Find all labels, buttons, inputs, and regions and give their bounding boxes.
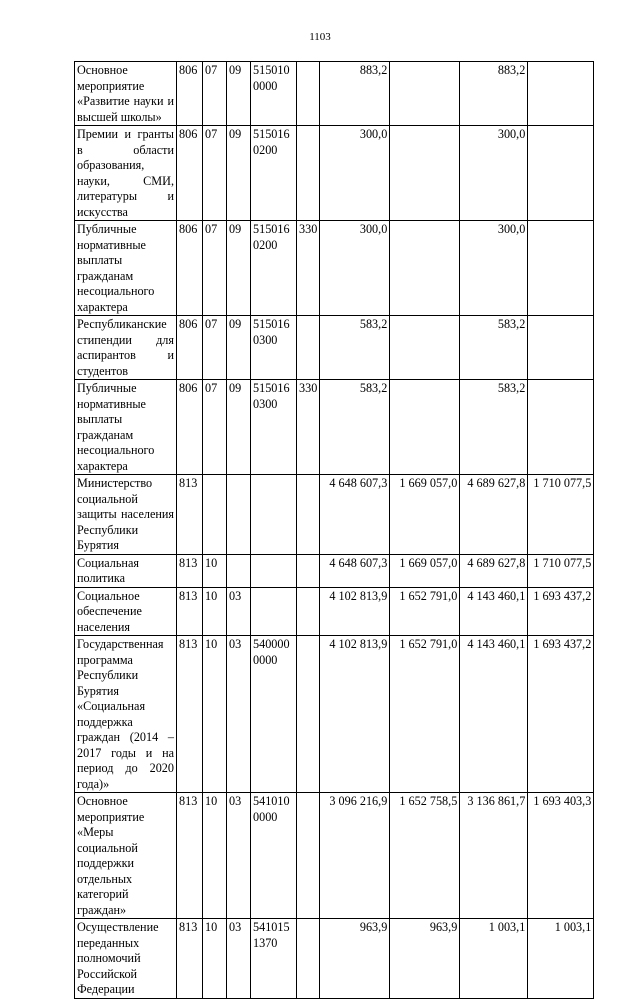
amount-4 (528, 316, 594, 380)
target-code: 5410100000 (251, 793, 297, 919)
ministry-code: 813 (177, 919, 203, 999)
amount-1: 4 102 813,9 (320, 636, 390, 793)
table-row (75, 221, 594, 316)
amount-3: 3 136 861,7 (460, 793, 528, 919)
amount-4: 1 710 077,5 (528, 554, 594, 587)
row-name: Социальная политика (75, 554, 177, 587)
section-code: 07 (203, 380, 227, 475)
table-row (75, 793, 594, 919)
table-row (75, 919, 594, 999)
amount-3: 4 689 627,8 (460, 554, 528, 587)
amount-1: 4 648 607,3 (320, 554, 390, 587)
amount-3: 1 003,1 (460, 919, 528, 999)
section-code: 10 (203, 554, 227, 587)
amount-4 (528, 126, 594, 221)
amount-2: 1 652 758,5 (390, 793, 460, 919)
section-code: 07 (203, 62, 227, 126)
section-code: 07 (203, 126, 227, 221)
amount-3: 4 143 460,1 (460, 636, 528, 793)
amount-3: 583,2 (460, 316, 528, 380)
amount-3: 4 689 627,8 (460, 475, 528, 555)
expense-type-code (297, 919, 320, 999)
expense-type-code (297, 62, 320, 126)
subsection-code: 09 (227, 316, 251, 380)
amount-1: 883,2 (320, 62, 390, 126)
table-row (75, 316, 594, 380)
target-code: 5150160300 (251, 380, 297, 475)
expense-type-code (297, 475, 320, 555)
ministry-code: 813 (177, 636, 203, 793)
expense-type-code: 330 (297, 380, 320, 475)
target-code (251, 554, 297, 587)
section-code: 07 (203, 316, 227, 380)
row-name: Государственная программа Республики Бурятия «Социальная поддержка граждан (2014 – 2017 годы и на период до 2020 года)» (75, 636, 177, 793)
table-row (75, 475, 594, 555)
amount-2: 1 652 791,0 (390, 636, 460, 793)
table-row (75, 126, 594, 221)
amount-1: 4 648 607,3 (320, 475, 390, 555)
table-row (75, 62, 594, 126)
ministry-code: 806 (177, 126, 203, 221)
amount-3: 583,2 (460, 380, 528, 475)
expense-type-code: 330 (297, 221, 320, 316)
amount-4: 1 710 077,5 (528, 475, 594, 555)
ministry-code: 806 (177, 316, 203, 380)
table-row (75, 587, 594, 636)
amount-2 (390, 316, 460, 380)
amount-2: 963,9 (390, 919, 460, 999)
ministry-code: 813 (177, 793, 203, 919)
subsection-code: 03 (227, 793, 251, 919)
subsection-code: 09 (227, 380, 251, 475)
amount-1: 4 102 813,9 (320, 587, 390, 636)
subsection-code: 03 (227, 636, 251, 793)
target-code: 5150160200 (251, 221, 297, 316)
subsection-code: 09 (227, 126, 251, 221)
target-code: 5150160300 (251, 316, 297, 380)
target-code: 5150100000 (251, 62, 297, 126)
amount-2: 1 669 057,0 (390, 554, 460, 587)
budget-table (74, 61, 594, 999)
subsection-code: 03 (227, 587, 251, 636)
amount-1: 583,2 (320, 316, 390, 380)
section-code: 10 (203, 636, 227, 793)
amount-3: 300,0 (460, 221, 528, 316)
expense-type-code (297, 793, 320, 919)
subsection-code: 09 (227, 221, 251, 316)
amount-2: 1 669 057,0 (390, 475, 460, 555)
amount-4 (528, 221, 594, 316)
ministry-code: 813 (177, 475, 203, 555)
expense-type-code (297, 636, 320, 793)
expense-type-code (297, 554, 320, 587)
amount-4: 1 693 403,3 (528, 793, 594, 919)
amount-4: 1 693 437,2 (528, 587, 594, 636)
amount-4 (528, 62, 594, 126)
amount-4: 1 693 437,2 (528, 636, 594, 793)
amount-1: 300,0 (320, 221, 390, 316)
target-code: 5400000000 (251, 636, 297, 793)
amount-1: 3 096 216,9 (320, 793, 390, 919)
target-code (251, 587, 297, 636)
subsection-code (227, 554, 251, 587)
amount-2 (390, 380, 460, 475)
ministry-code: 813 (177, 554, 203, 587)
table-row (75, 636, 594, 793)
expense-type-code (297, 587, 320, 636)
ministry-code: 806 (177, 380, 203, 475)
amount-1: 300,0 (320, 126, 390, 221)
row-name: Министерство социальной защиты населения Республики Бурятия (75, 475, 177, 555)
amount-4 (528, 380, 594, 475)
section-code: 10 (203, 919, 227, 999)
page-number: 1103 (309, 31, 331, 43)
target-code: 5410151370 (251, 919, 297, 999)
section-code: 10 (203, 587, 227, 636)
expense-type-code (297, 316, 320, 380)
row-name: Публичные нормативные выплаты гражданам несоциального характера (75, 380, 177, 475)
ministry-code: 806 (177, 62, 203, 126)
amount-2 (390, 62, 460, 126)
ministry-code: 806 (177, 221, 203, 316)
amount-1: 583,2 (320, 380, 390, 475)
row-name: Премии и гранты в области образования, науки, СМИ, литературы и искусства (75, 126, 177, 221)
ministry-code: 813 (177, 587, 203, 636)
table-row (75, 554, 594, 587)
amount-2: 1 652 791,0 (390, 587, 460, 636)
amount-3: 300,0 (460, 126, 528, 221)
table-row (75, 380, 594, 475)
amount-1: 963,9 (320, 919, 390, 999)
row-name: Осуществление переданных полномочий Российской Федерации (75, 919, 177, 999)
row-name: Основное мероприятие «Развитие науки и высшей школы» (75, 62, 177, 126)
subsection-code (227, 475, 251, 555)
expense-type-code (297, 126, 320, 221)
amount-2 (390, 221, 460, 316)
section-code: 07 (203, 221, 227, 316)
section-code: 10 (203, 793, 227, 919)
amount-4: 1 003,1 (528, 919, 594, 999)
amount-3: 883,2 (460, 62, 528, 126)
amount-3: 4 143 460,1 (460, 587, 528, 636)
subsection-code: 09 (227, 62, 251, 126)
subsection-code: 03 (227, 919, 251, 999)
section-code (203, 475, 227, 555)
row-name: Республиканские стипендии для аспирантов и студентов (75, 316, 177, 380)
row-name: Основное мероприятие «Меры социальной поддержки отдельных категорий граждан» (75, 793, 177, 919)
target-code: 5150160200 (251, 126, 297, 221)
target-code (251, 475, 297, 555)
amount-2 (390, 126, 460, 221)
row-name: Социальное обеспечение населения (75, 587, 177, 636)
row-name: Публичные нормативные выплаты гражданам несоциального характера (75, 221, 177, 316)
